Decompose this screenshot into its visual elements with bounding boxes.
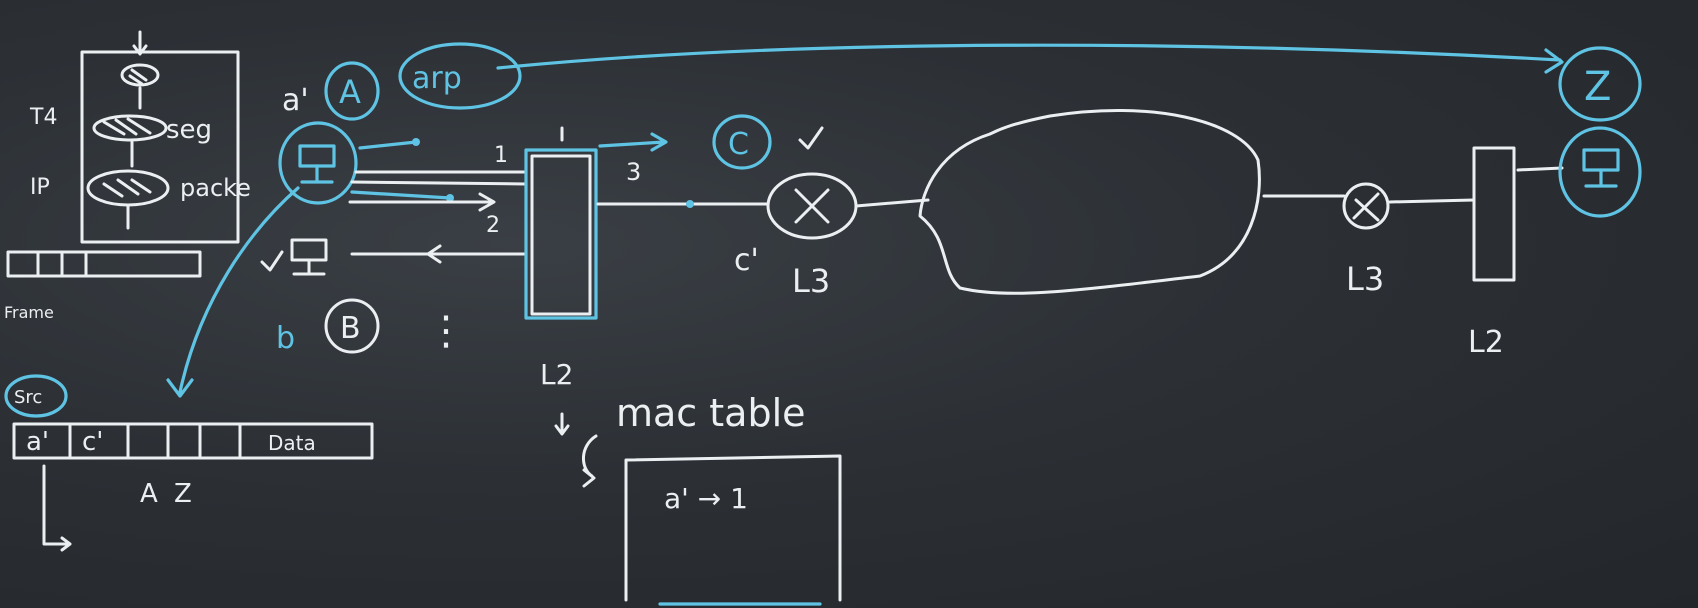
frame-dst-mac: c' <box>82 427 104 457</box>
packet-hatch <box>104 180 150 196</box>
mac-table-title: mac table <box>616 391 806 435</box>
switch-left <box>526 128 666 391</box>
host-a-computer-icon <box>300 146 334 182</box>
layer-3-label: IP <box>30 175 50 200</box>
mac-table-tick-arrow <box>556 414 568 434</box>
arp-label: arp <box>412 61 462 96</box>
router-right-label: L3 <box>1346 260 1385 298</box>
host-a-mac: a' <box>282 83 309 118</box>
switch-right-label: L2 <box>1468 325 1504 360</box>
seg-label: seg <box>166 115 213 145</box>
segment-hatch <box>104 119 150 134</box>
mac-table-box <box>626 456 840 600</box>
switch-left-box <box>532 156 590 314</box>
port-3-label: 3 <box>626 158 642 186</box>
mac-table-curl-arrow <box>583 436 596 486</box>
network-cloud <box>920 110 1259 293</box>
link-router-cloud <box>856 200 928 206</box>
frame-out-line <box>360 142 416 148</box>
router-right-x <box>1354 194 1378 220</box>
link-port-1b <box>352 182 526 184</box>
switch-out-arrow <box>600 134 666 150</box>
link-switch-host-z <box>1518 168 1562 170</box>
port-2-label: 2 <box>486 213 500 238</box>
host-b-mac: b <box>276 321 296 356</box>
frame-detail <box>6 376 372 550</box>
frame-box <box>14 424 372 458</box>
frame-src-ip: A <box>140 479 158 509</box>
host-z-computer-icon <box>1584 150 1618 186</box>
host-c-mac: c' <box>734 243 759 278</box>
src-label: Src <box>14 387 43 408</box>
mac-table <box>556 391 840 604</box>
router-left-x <box>796 190 828 222</box>
host-a-ip: A <box>339 73 361 111</box>
switch-right-box <box>1474 148 1514 280</box>
frame-out-line-2 <box>352 192 450 198</box>
host-b-check <box>262 252 282 270</box>
switch-left-label: L2 <box>540 358 574 391</box>
host-a-circle <box>280 123 356 203</box>
frame-src-mac: a' <box>26 427 50 457</box>
link-router-switch <box>1390 200 1474 202</box>
packet-label: packe <box>180 174 251 202</box>
more-hosts: ⋮ <box>426 308 466 354</box>
router-left-label: L3 <box>792 262 831 300</box>
mac-table-entry: a' → 1 <box>664 482 748 515</box>
frame-dst-ip: Z <box>174 479 192 509</box>
frame-label: Frame <box>4 303 54 322</box>
stack-down-arrow <box>134 32 146 54</box>
port-1-label: 1 <box>494 143 508 168</box>
host-b-computer-icon <box>292 240 326 274</box>
host-c-ip: C <box>728 127 749 162</box>
layer-4-label: T4 <box>30 105 58 130</box>
host-a-to-frame-arrow <box>168 188 298 396</box>
host-z <box>1560 48 1640 216</box>
link-dot <box>686 200 694 208</box>
switch-left-box-blue <box>526 150 596 318</box>
src-down-arrow <box>44 466 70 550</box>
stack-box <box>82 52 238 242</box>
link-host-b <box>352 246 526 262</box>
host-c <box>714 116 822 278</box>
frame-data: Data <box>268 431 316 455</box>
host-b-ip: B <box>340 311 361 346</box>
host-c-check <box>800 128 822 148</box>
frame-out-dot <box>412 138 420 146</box>
arp-request-arrow <box>498 45 1562 72</box>
frame-strip-dividers <box>38 252 86 276</box>
protocol-stack <box>4 32 251 322</box>
host-z-ip: Z <box>1584 64 1612 110</box>
app-data-hatch <box>130 70 146 84</box>
